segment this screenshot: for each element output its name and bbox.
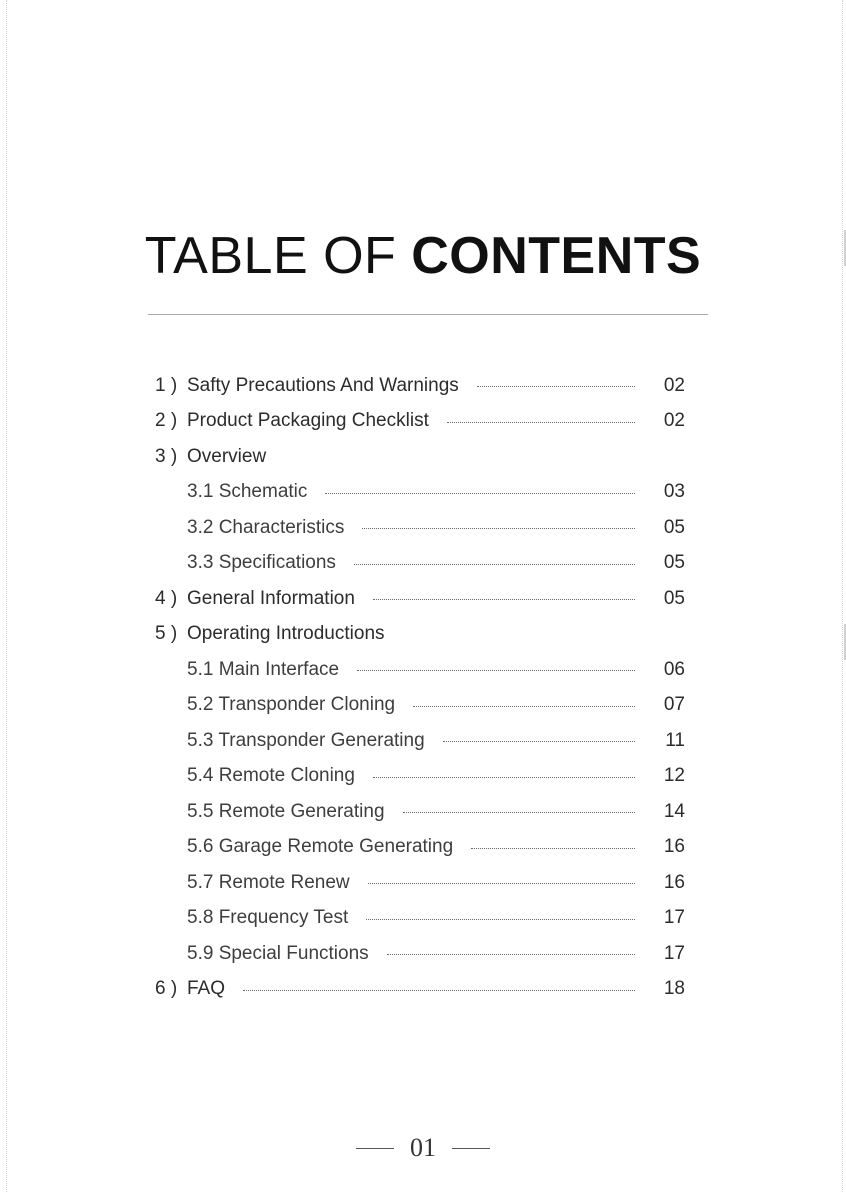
toc-entry-label: Product Packaging Checklist (187, 410, 429, 432)
page-title-light: TABLE OF (144, 227, 412, 285)
toc-entry-label: 5.9 Special Functions (187, 942, 369, 964)
toc-entry-label: 5.5 Remote Generating (187, 800, 385, 822)
toc-entry[interactable] (155, 901, 685, 937)
toc-entry-number: 5 ) (155, 623, 178, 645)
toc-entry-page: 18 (663, 978, 685, 1000)
table-of-contents (155, 368, 685, 1007)
toc-entry[interactable] (155, 652, 685, 688)
toc-entry[interactable] (155, 972, 685, 1008)
toc-entry-page: 12 (663, 765, 685, 787)
toc-entry-page: 06 (663, 658, 685, 680)
toc-entry[interactable] (155, 759, 685, 795)
toc-entry-label: General Information (187, 587, 355, 609)
toc-entry-number: 6 ) (155, 978, 178, 1000)
toc-dot-leader (387, 954, 635, 955)
toc-entry[interactable] (155, 688, 685, 724)
toc-entry-label: Overview (187, 445, 267, 467)
toc-entry-page: 02 (663, 374, 685, 396)
toc-entry-page: 05 (663, 552, 685, 574)
page-footer (0, 1132, 846, 1164)
toc-dot-leader (373, 777, 635, 778)
toc-entry-page: 11 (665, 729, 685, 751)
toc-dot-leader (362, 528, 635, 529)
toc-entry[interactable] (155, 404, 685, 440)
toc-entry[interactable] (155, 510, 685, 546)
toc-entry-page: 02 (663, 410, 685, 432)
toc-entry[interactable] (155, 936, 685, 972)
toc-entry[interactable] (155, 723, 685, 759)
page-title-bold: CONTENTS (411, 227, 702, 285)
toc-entry-label: 5.2 Transponder Cloning (187, 694, 396, 716)
toc-entry[interactable] (155, 368, 685, 404)
toc-dot-leader (243, 990, 635, 991)
toc-entry-page: 17 (663, 907, 685, 929)
toc-entry[interactable] (155, 581, 685, 617)
toc-entry-page: 05 (663, 587, 685, 609)
page-edge-left (6, 0, 7, 1192)
title-divider (148, 314, 708, 315)
toc-dot-leader (354, 564, 635, 565)
toc-entry-label: 3.1 Schematic (187, 481, 308, 503)
page-title (0, 226, 846, 286)
toc-dot-leader (443, 741, 635, 742)
toc-entry-page: 14 (663, 800, 685, 822)
toc-entry-label: 5.1 Main Interface (187, 658, 340, 680)
toc-entry-page: 16 (663, 836, 685, 858)
toc-dot-leader (413, 706, 635, 707)
toc-entry-page: 03 (663, 481, 685, 503)
footer-divider-left (356, 1148, 394, 1149)
toc-dot-leader (471, 848, 635, 849)
toc-entry-label: Safty Precautions And Warnings (187, 374, 459, 396)
toc-entry[interactable] (155, 439, 685, 475)
toc-dot-leader (368, 883, 635, 884)
toc-dot-leader (403, 812, 635, 813)
page-edge-right (842, 0, 843, 1192)
toc-entry-label: 5.4 Remote Cloning (187, 765, 355, 787)
toc-entry-label: Operating Introductions (187, 623, 385, 645)
toc-entry-page: 05 (663, 516, 685, 538)
toc-dot-leader (325, 493, 635, 494)
toc-entry-label: 5.8 Frequency Test (187, 907, 349, 929)
toc-dot-leader (366, 919, 635, 920)
footer-divider-right (452, 1148, 490, 1149)
toc-entry-number: 1 ) (155, 374, 178, 396)
toc-entry-label: 3.2 Characteristics (187, 516, 345, 538)
toc-entry[interactable] (155, 865, 685, 901)
toc-entry-label: 5.3 Transponder Generating (187, 729, 425, 751)
toc-entry[interactable] (155, 830, 685, 866)
toc-entry-number: 2 ) (155, 410, 178, 432)
toc-entry[interactable] (155, 546, 685, 582)
toc-dot-leader (357, 670, 635, 671)
toc-entry-label: 5.7 Remote Renew (187, 871, 350, 893)
toc-dot-leader (477, 386, 635, 387)
toc-entry-number: 4 ) (155, 587, 178, 609)
toc-entry-page: 17 (663, 942, 685, 964)
toc-entry[interactable] (155, 617, 685, 653)
page-number: 01 (410, 1133, 436, 1162)
toc-entry-page: 16 (663, 871, 685, 893)
toc-dot-leader (447, 422, 635, 423)
toc-entry-label: 5.6 Garage Remote Generating (187, 836, 454, 858)
toc-dot-leader (373, 599, 635, 600)
toc-entry[interactable] (155, 475, 685, 511)
toc-entry[interactable] (155, 794, 685, 830)
toc-entry-label: 3.3 Specifications (187, 552, 336, 574)
toc-entry-number: 3 ) (155, 445, 178, 467)
toc-entry-page: 07 (663, 694, 685, 716)
toc-entry-label: FAQ (187, 978, 226, 1000)
